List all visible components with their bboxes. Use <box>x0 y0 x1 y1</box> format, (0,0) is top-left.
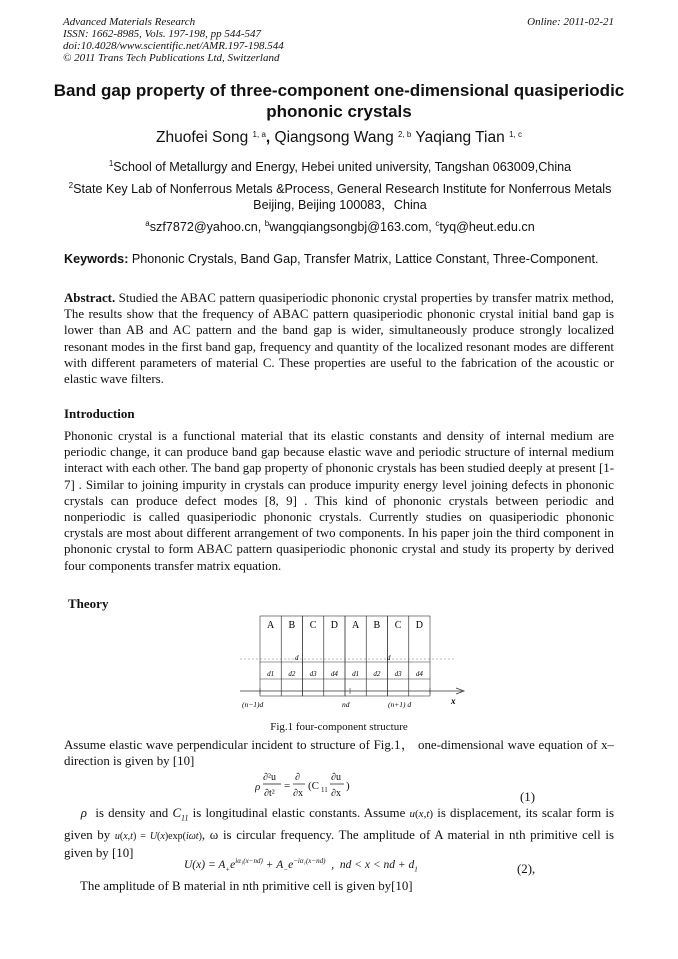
introduction-text: Phononic crystal is a functional material that its elastic constants and density of internal medium are periodic change, it can produce band gap because elastic wave and periodic structure of internal medium interact with each other. The band gap property of phononic crystals has been studied deeply at present [1-7] . Similar to joining impurity in crystals can produce impurity energy level joining defects in phononic crystals can produce defect modes [8, 9] . This kind of phononic crystals between periodic and nonperiodic is called quasiperiodic phononic crystals. Currently studies on quasiperiodic phononic crystals are most about different arrangement of two components. In his paper join the third component in phononic crystal to form ABAC pattern quasiperiodic phononic crystal and study its property by derived four components transfer matrix equation. <box>64 429 614 573</box>
theory-paragraph-2: ρ is density and $C_{11}$ is longitudinal elastic constants. Assume u(x,t) is displacement, its scalar form is given by u(x,t) = U(x)exp(iωt), ω is circular frequency. The amplitude of A material in nth primitive cell is given by [10] <box>64 806 614 860</box>
abstract-text: Studied the ABAC pattern quasiperiodic phononic crystal properties by transfer matrix method, The results show that the frequency of ABAC pattern quasiperiodic phononic crystal initial band gap is lower than AB and AC pattern and the band gap is wider, simultaneously produce strongly localized resonant modes in the first band gap, frequency and quantity of the localized resonant modes are different with different parameters of material C. These properties are useful to the fabrication of the acoustic or elastic wave filters. <box>64 291 614 387</box>
author-name: Qiangsong Wang <box>274 129 394 146</box>
right-position-label: (n+1) d <box>388 700 412 709</box>
author-sup: 2, b <box>398 130 412 139</box>
scalar-form-formula: u <box>114 830 120 842</box>
author-name: Zhuofei Song <box>156 129 249 146</box>
equation-2: $U(x) = A_+e^{i\alpha_1(x-nd)} + A_-e^{-i\alpha_1(x-nd)}$ , nd < x < nd + $d_1$ <box>184 857 418 874</box>
journal-name: Advanced Materials Research <box>63 16 196 28</box>
thickness-label: d2 <box>288 670 296 678</box>
layer-label: D <box>415 620 423 631</box>
abstract-label: Abstract. <box>64 291 116 305</box>
author-list: Zhuofei Song $^{1, a}$, Qiangsong Wang $^{2, b}$ Yaqiang Tian $^{1, c}$ <box>156 129 522 146</box>
svg-text:∂: ∂ <box>295 772 300 783</box>
svg-text:): ) <box>346 780 350 792</box>
layer-label: C <box>309 620 317 631</box>
paper-title: Band gap property of three-component one-dimensional quasiperiodic phononic crystals <box>53 81 625 121</box>
axis-label-x: x <box>451 696 456 706</box>
thickness-label: d3 <box>309 670 317 678</box>
period-label: d <box>387 654 391 662</box>
email-link[interactable]: szf7872@yahoo.cn, <box>149 220 262 234</box>
email-link[interactable]: wangqiangsongbj@163.com, <box>269 220 432 234</box>
rho-symbol: ρ <box>80 806 87 820</box>
thickness-label: d3 <box>394 670 402 678</box>
theory-paragraph-1: Assume elastic wave perpendicular incident to structure of Fig.1， one-dimensional wave equation of x–direction is given by [10] <box>64 738 614 769</box>
thickness-label: d2 <box>373 670 381 678</box>
svg-text:∂x: ∂x <box>331 788 341 799</box>
u-symbol: u <box>409 808 415 820</box>
figure-caption: Fig.1 four-component structure <box>270 721 408 733</box>
keywords-text: Phononic Crystals, Band Gap, Transfer Matrix, Lattice Constant, Three-Component. <box>131 252 599 266</box>
email-link[interactable]: tyq@heut.edu.cn <box>439 220 535 234</box>
layer-label: B <box>288 620 296 631</box>
figure-1-structure <box>230 612 470 716</box>
thickness-label: d4 <box>330 670 338 678</box>
equation-2-number: (2), <box>517 862 536 876</box>
issn-line: ISSN: 1662-8985, Vols. 197-198, pp 544-547 <box>63 28 261 40</box>
svg-text:∂u: ∂u <box>331 772 341 783</box>
svg-text:∂x: ∂x <box>293 788 303 799</box>
left-position-label: (n−1)d <box>242 700 264 709</box>
svg-text:ρ: ρ <box>255 781 261 793</box>
author-sup: 1, a <box>252 130 266 139</box>
email-line: $^a$szf7872@yahoo.cn, $^b$wangqiangsongbj@163.com, $^c$tyq@heut.edu.cn <box>145 219 535 234</box>
svg-text:∂t²: ∂t² <box>264 788 275 799</box>
period-label: d <box>295 654 299 662</box>
thickness-label: d1 <box>267 670 275 678</box>
doi-line: doi:10.4028/www.scientific.net/AMR.197-198.544 <box>63 40 284 52</box>
affiliation-2: $^2$State Key Lab of Nonferrous Metals &Process, General Research Institute for Nonferrous Metals Beijing, Beijing 100083，China <box>68 181 612 212</box>
c11-symbol: $C_{11}$ <box>172 806 189 823</box>
keywords <box>64 252 599 266</box>
section-heading-theory: Theory <box>68 596 109 611</box>
author-sup: 1, c <box>509 130 522 139</box>
mid-position-label: nd <box>342 700 350 709</box>
thickness-label: d4 <box>415 670 423 678</box>
svg-text:11: 11 <box>321 786 328 794</box>
theory-paragraph-3: The amplitude of B material in nth primitive cell is given by[10] <box>80 879 413 893</box>
author-name: Yaqiang Tian <box>415 129 505 146</box>
keywords-label: Keywords: <box>64 252 129 266</box>
layer-label: A <box>352 620 360 631</box>
layer-label: C <box>394 620 402 631</box>
copyright-line: © 2011 Trans Tech Publications Ltd, Switzerland <box>63 52 280 64</box>
journal-header <box>63 16 284 64</box>
equation-1 <box>255 768 365 804</box>
svg-text:(C: (C <box>308 780 319 792</box>
layer-label: A <box>267 620 275 631</box>
svg-text:∂²u: ∂²u <box>263 772 276 783</box>
affiliation-1: $^1$School of Metallurgy and Energy, Hebei united university, Tangshan 063009,China <box>108 159 572 174</box>
online-date: Online: 2011-02-21 <box>527 16 614 28</box>
svg-text:=: = <box>284 780 291 792</box>
section-heading-introduction: Introduction <box>64 406 135 421</box>
layer-label: D <box>330 620 338 631</box>
equation-1-number: (1) <box>520 790 536 804</box>
layer-label: B <box>373 620 381 631</box>
thickness-label: d1 <box>352 670 360 678</box>
abstract <box>64 290 614 387</box>
